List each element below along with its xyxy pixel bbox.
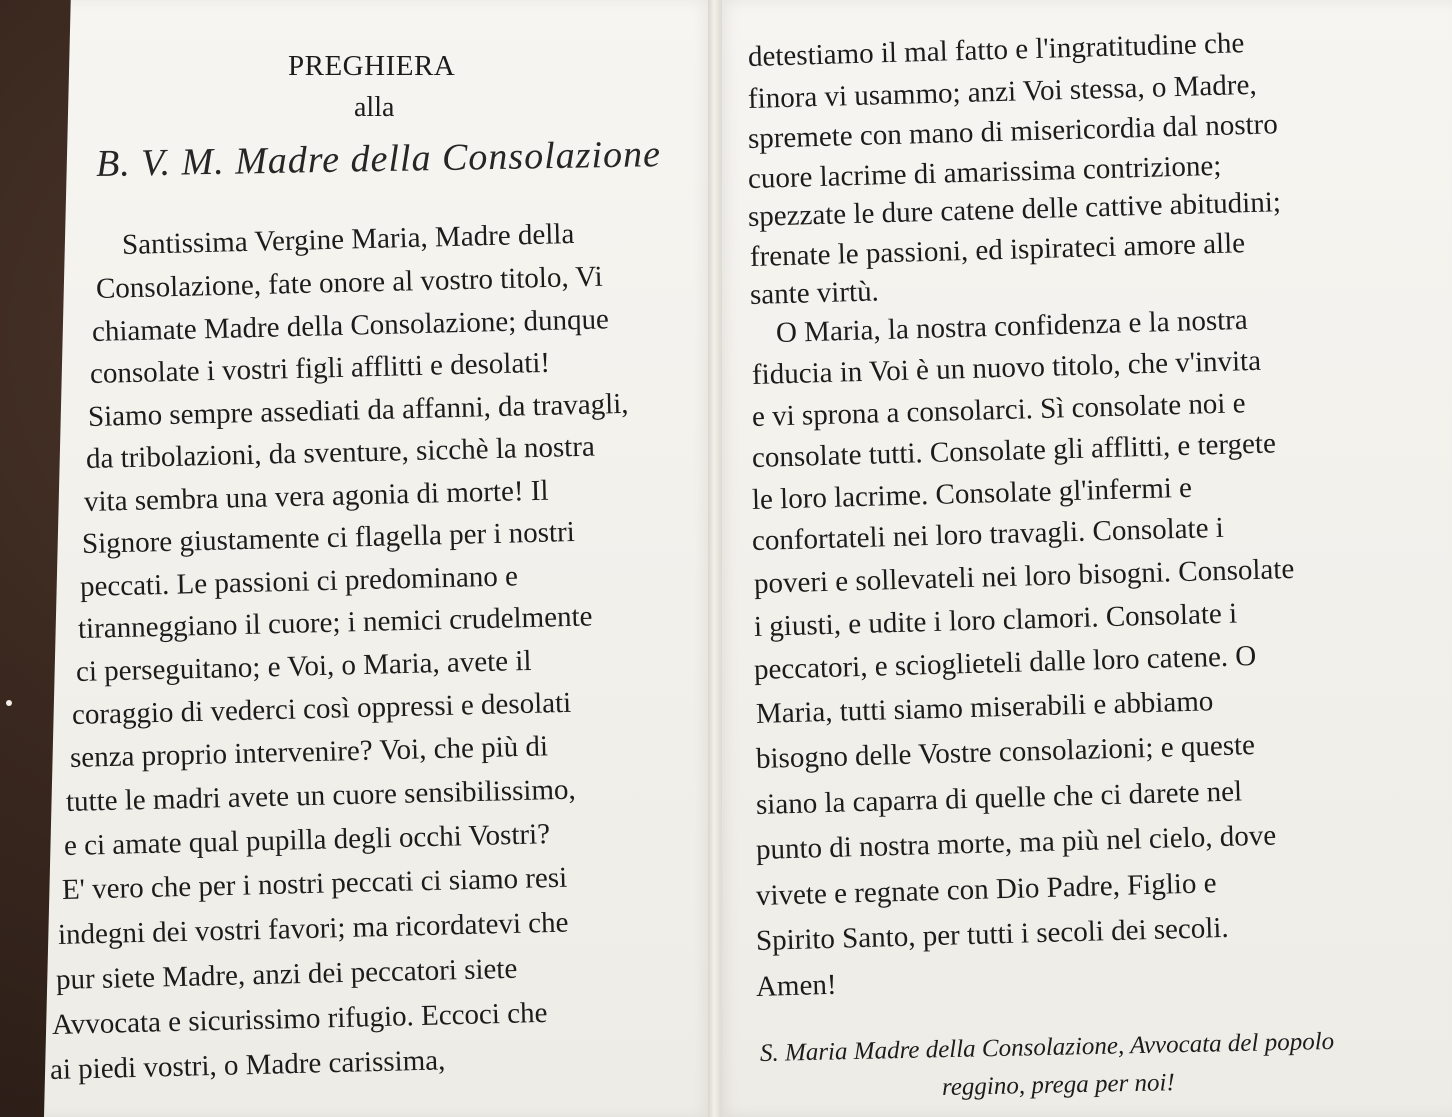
text-line: peccati. Le passioni ci predominano e: [79, 560, 519, 603]
text-line: da tribolazioni, da sventure, sicchè la nostra: [85, 430, 596, 475]
text-line: consolate tutti. Consolate gli afflitti, e tergete: [751, 427, 1277, 474]
text-line: senza proprio intervenire? Voi, che più di: [69, 730, 549, 774]
text-line: le loro lacrime. Consolate gl'infermi e: [751, 471, 1193, 516]
text-line: indegni dei vostri favori; ma ricordatevi che: [57, 906, 569, 951]
footer-line: reggino, prega per noi!: [941, 1069, 1176, 1101]
text-line: Maria, tutti siamo miserabili e abbiamo: [755, 685, 1214, 730]
text-line: cuore lacrime di amarissima contrizione;: [747, 149, 1222, 195]
text-line: ci perseguitano; e Voi, o Maria, avete il: [75, 644, 532, 688]
text-line: chiamate Madre della Consolazione; dunque: [91, 303, 610, 348]
text-line: fiducia in Voi è un nuovo titolo, che v'invita: [751, 344, 1262, 391]
text-line: Signore giustamente ci flagella per i nostri: [81, 515, 576, 560]
text-line: poveri e sollevateli nei loro bisogni. Consolate: [753, 552, 1295, 600]
footer-line: S. Maria Madre della Consolazione, Avvocata del popolo: [759, 1027, 1335, 1067]
text-line: punto di nostra morte, ma più nel cielo, dove: [755, 819, 1277, 866]
card-fold: [708, 0, 722, 1117]
text-line: frenate le passioni, ed ispirateci amore alle: [749, 227, 1246, 273]
text-line: Siamo sempre assediati da affanni, da travagli,: [87, 387, 629, 433]
text-line: spezzate le dure catene delle cattive abitudini;: [747, 186, 1282, 233]
script-title: B. V. M. Madre della Consolazione: [95, 133, 662, 185]
text-line: siano la caparra di quelle che ci darete nel: [755, 775, 1243, 821]
text-line: sante virtù.: [749, 275, 880, 311]
text-line: vita sembra una vera agonia di morte! Il: [83, 474, 549, 518]
text-line: confortateli nei loro travagli. Consolate i: [751, 511, 1225, 557]
text-line: finora vi usammo; anzi Voi stessa, o Madre,: [747, 68, 1258, 115]
prayer-subheading: alla: [354, 92, 395, 123]
text-line: bisogno delle Vostre consolazioni; e queste: [755, 729, 1256, 775]
prayer-heading: PREGHIERA: [288, 50, 456, 82]
text-line: detestiamo il mal fatto e l'ingratitudine che: [747, 27, 1245, 73]
text-line: peccatori, e scioglieteli dalle loro catene. O: [753, 639, 1257, 686]
text-line: pur siete Madre, anzi dei peccatori siete: [55, 952, 518, 996]
text-line: e vi sprona a consolarci. Sì consolate noi e: [751, 387, 1246, 433]
text-line: O Maria, la nostra confidenza e la nostra: [775, 303, 1249, 349]
text-line: Avvocata e sicurissimo rifugio. Eccoci che: [51, 996, 548, 1041]
text-line: Santissima Vergine Maria, Madre della: [121, 217, 575, 261]
text-line: Amen!: [755, 968, 837, 1003]
text-line: i giusti, e udite i loro clamori. Consolate i: [753, 597, 1238, 643]
text-line: e ci amate qual pupilla degli occhi Vostri?: [63, 818, 551, 862]
text-line: tiranneggiano il cuore; i nemici crudelmente: [77, 600, 593, 645]
text-line: Spirito Santo, per tutti i secoli dei secoli.: [755, 911, 1230, 957]
text-line: ai piedi vostri, o Madre carissima,: [49, 1044, 446, 1086]
text-line: E' vero che per i nostri peccati ci siamo resi: [61, 861, 568, 906]
table-speck: [6, 700, 12, 706]
text-line: vivete e regnate con Dio Padre, Figlio e: [755, 867, 1217, 912]
text-line: coraggio di vederci così oppressi e desolati: [71, 686, 572, 731]
text-line: consolate i vostri figli afflitti e desolati!: [89, 346, 551, 390]
text-line: Consolazione, fate onore al vostro titolo, Vi: [95, 260, 603, 305]
text-line: tutte le madri avete un cuore sensibilissimo,: [65, 773, 577, 818]
text-line: spremete con mano di misericordia dal nostro: [747, 108, 1279, 155]
